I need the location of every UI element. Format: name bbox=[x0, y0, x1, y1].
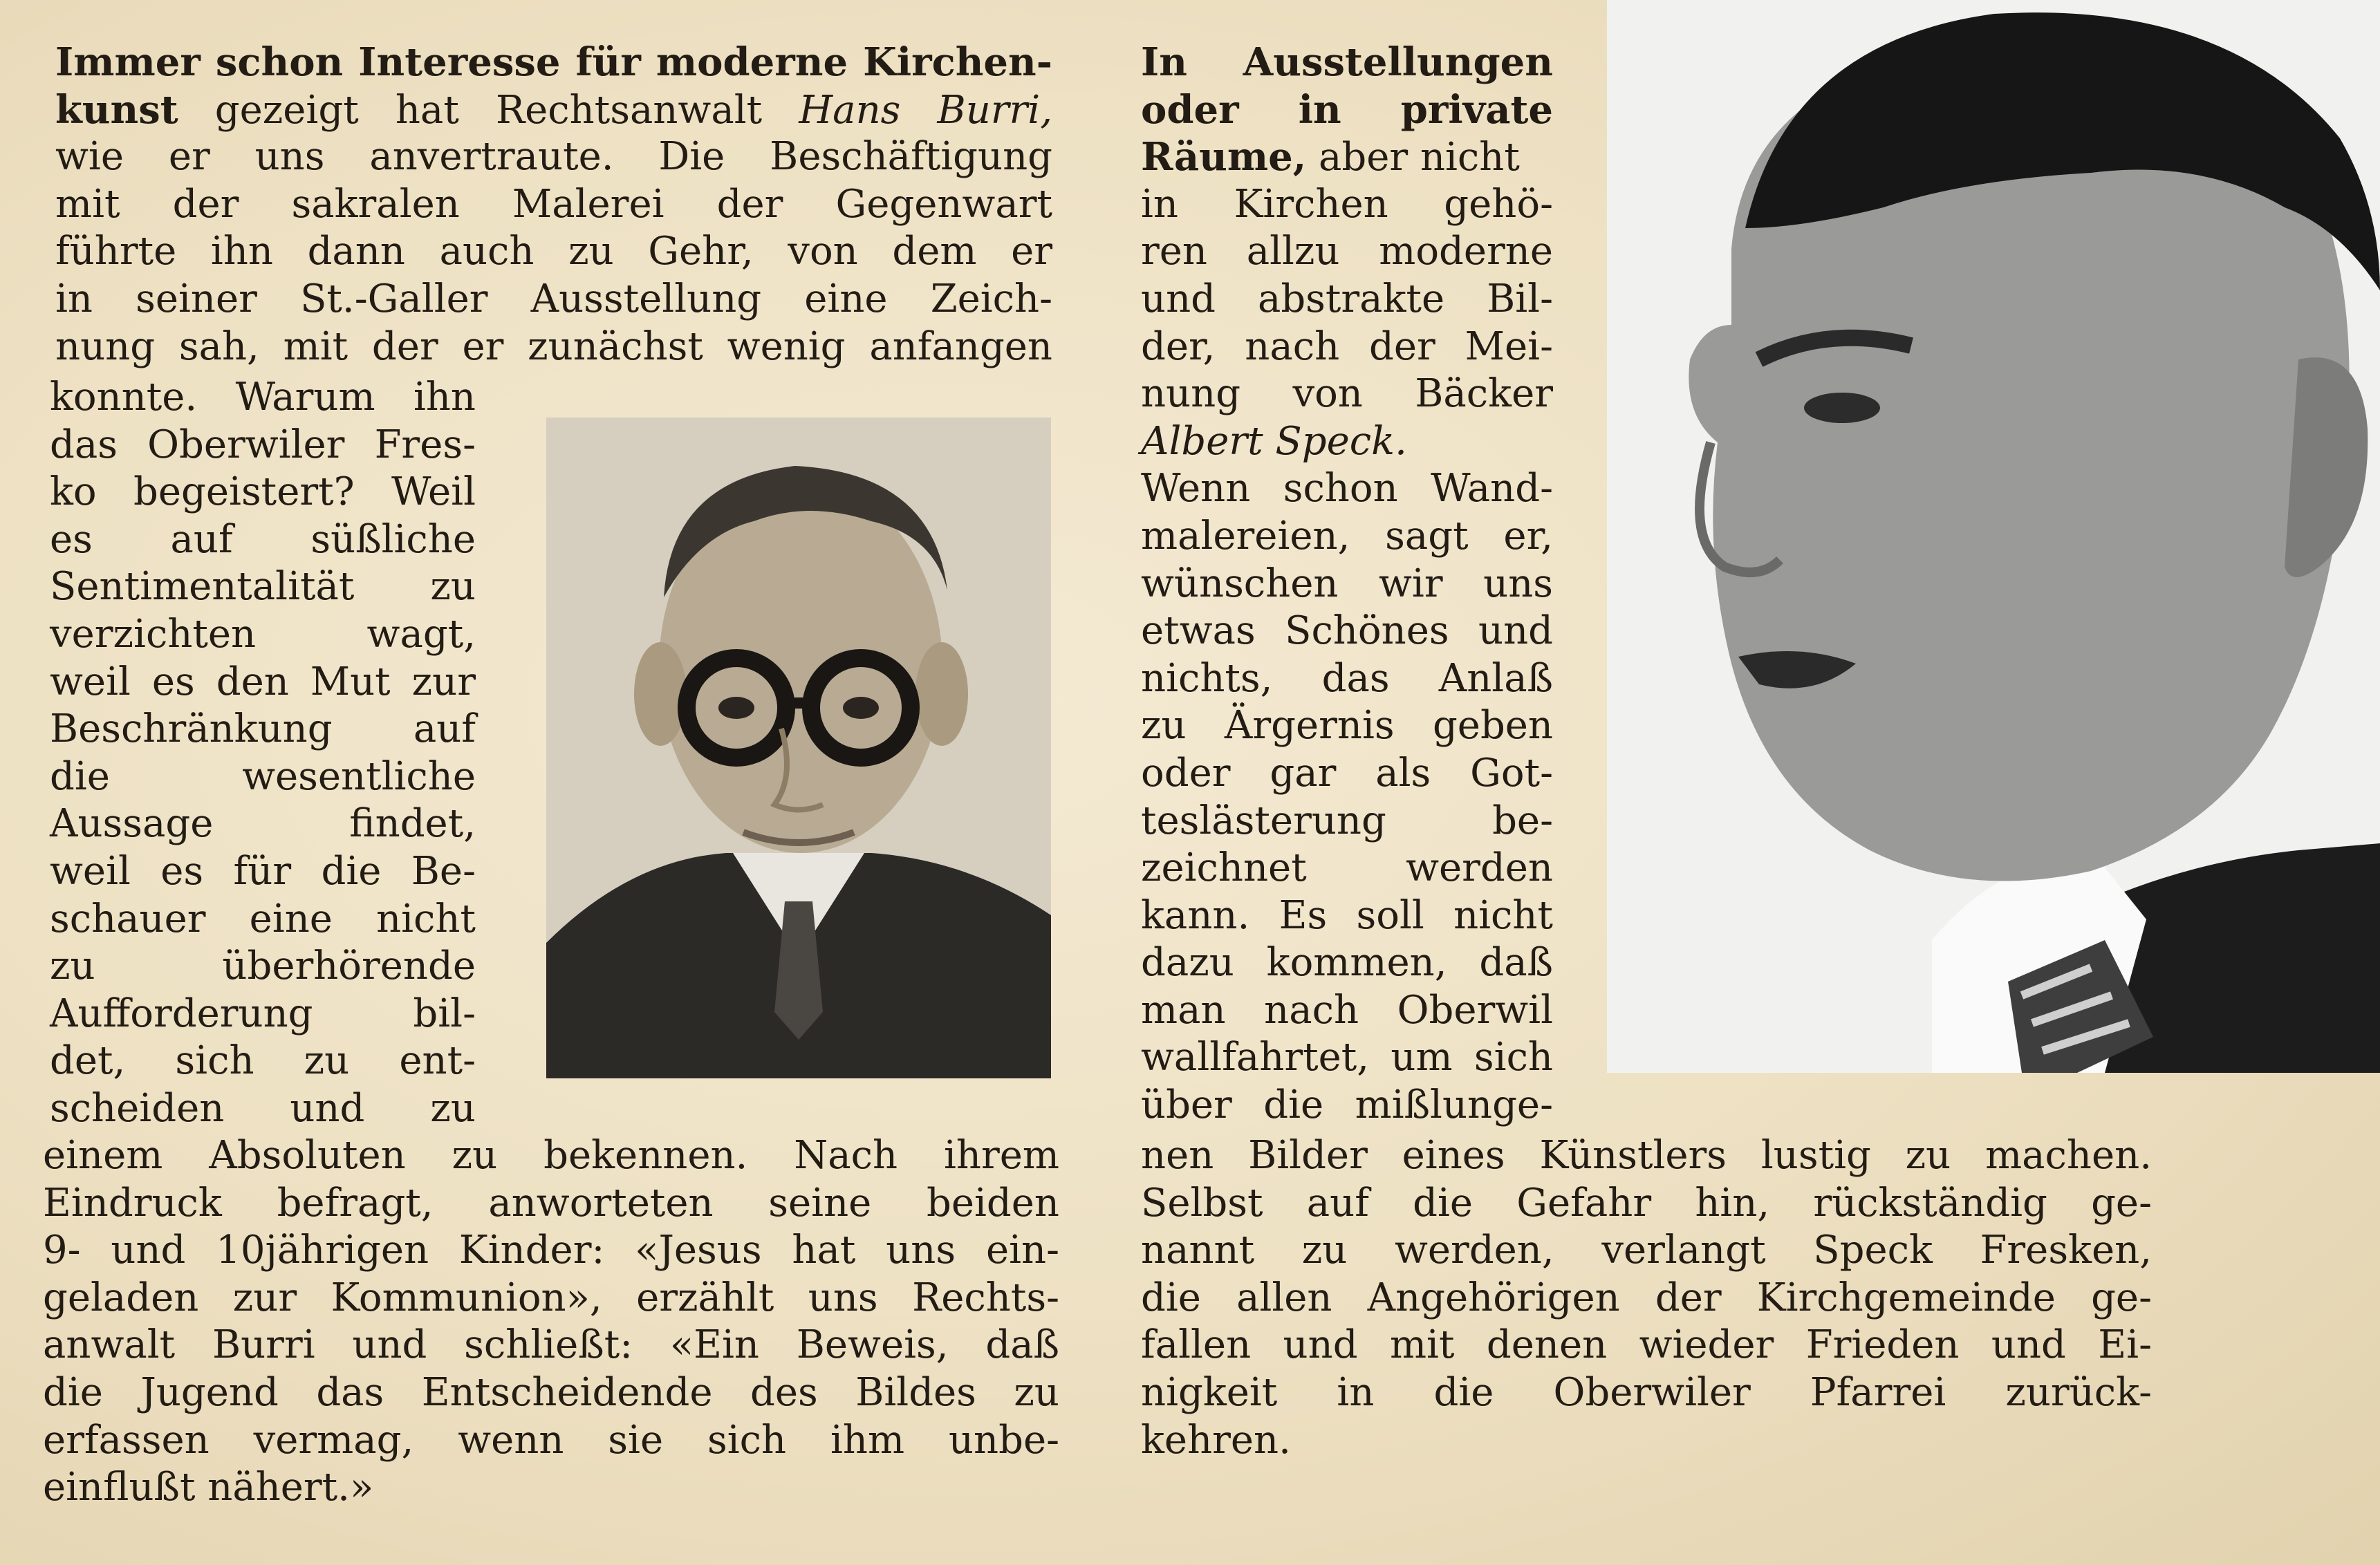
text-run: wallfahrtet, um sich bbox=[1141, 1035, 1553, 1080]
text-line bbox=[1141, 939, 1553, 987]
article-left-narrow-column bbox=[50, 374, 476, 1133]
text-line bbox=[55, 86, 1052, 134]
text-line: einem Absoluten zu bekennen. Nach ihrem bbox=[43, 1133, 1059, 1178]
text-line bbox=[1141, 892, 1553, 940]
text-run: aber nicht bbox=[1306, 135, 1520, 180]
text-run: über die mißlunge- bbox=[1141, 1083, 1553, 1128]
text-line bbox=[1141, 655, 1553, 703]
text-run: ren allzu moderne bbox=[1141, 229, 1553, 274]
text-line bbox=[1141, 133, 1553, 181]
text-run: Albert Speck. bbox=[1141, 418, 1407, 464]
article-left-bottom-block bbox=[43, 1132, 1059, 1512]
text-run: mit der sakralen Malerei der Gegenwart bbox=[55, 181, 1052, 227]
text-run: nichts, das Anlaß bbox=[1141, 655, 1553, 701]
text-run: gezeigt hat Rechtsanwalt bbox=[178, 87, 799, 133]
text-line bbox=[1141, 228, 1553, 276]
portrait-lawyer-illustration bbox=[546, 418, 1051, 1078]
text-line: einflußt nähert.» bbox=[43, 1465, 374, 1510]
text-run: führte ihn dann auch zu Gehr, von dem er bbox=[55, 229, 1052, 274]
text-line: Sentimentalität zu bbox=[50, 564, 476, 610]
text-run: etwas Schönes und bbox=[1141, 608, 1553, 654]
text-line: anwalt Burri und schließt: «Ein Beweis, daß bbox=[43, 1322, 1059, 1368]
text-line: fallen und mit denen wieder Frieden und Ei- bbox=[1141, 1322, 2152, 1368]
text-run: kunst bbox=[55, 86, 178, 133]
text-run: kann. Es soll nicht bbox=[1141, 892, 1553, 938]
text-line: das Oberwiler Fres- bbox=[50, 422, 476, 467]
article-intro-block bbox=[55, 39, 1052, 371]
text-line bbox=[1141, 798, 1553, 845]
text-run: In Ausstellungen bbox=[1141, 39, 1553, 85]
text-run: zu Ärgernis geben bbox=[1141, 703, 1553, 749]
text-line: verzichten wagt, bbox=[50, 611, 476, 657]
text-line bbox=[1141, 1034, 1553, 1082]
text-run: teslästerung be- bbox=[1141, 798, 1553, 843]
text-line bbox=[1141, 1082, 1553, 1130]
text-line: die wesentliche bbox=[50, 753, 476, 799]
text-line bbox=[1141, 987, 1553, 1035]
text-run: Immer schon Interesse für moderne Kirchen- bbox=[55, 39, 1052, 85]
text-line bbox=[1141, 371, 1553, 418]
text-line bbox=[55, 228, 1052, 276]
text-line: die Jugend das Entscheidende des Bildes zu bbox=[43, 1369, 1059, 1415]
text-run: in seiner St.-Galler Ausstellung eine Zeich- bbox=[55, 276, 1052, 321]
text-line: zu überhörende bbox=[50, 944, 476, 989]
text-run: nung sah, mit der er zunächst wenig anfangen bbox=[55, 324, 1052, 369]
text-line: es auf süßliche bbox=[50, 516, 476, 562]
text-line bbox=[1141, 86, 1553, 134]
text-run: Räume, bbox=[1141, 134, 1307, 180]
text-line: nannt zu werden, verlangt Speck Fresken, bbox=[1141, 1228, 2152, 1273]
text-run: und abstrakte Bil- bbox=[1141, 276, 1553, 321]
text-line: Aufforderung bil- bbox=[50, 991, 476, 1036]
article-right-narrow-column bbox=[1141, 39, 1553, 1130]
text-line: nen Bilder eines Künstlers lustig zu machen. bbox=[1141, 1133, 2152, 1178]
text-run: Wenn schon Wand- bbox=[1141, 466, 1553, 512]
text-line bbox=[1141, 561, 1553, 608]
text-line: Eindruck befragt, anworteten seine beiden bbox=[43, 1180, 1059, 1226]
text-run: in Kirchen gehö- bbox=[1141, 181, 1553, 227]
text-line: erfassen vermag, wenn sie sich ihm unbe- bbox=[43, 1417, 1059, 1463]
text-line: geladen zur Kommunion», erzählt uns Rechts- bbox=[43, 1275, 1059, 1320]
text-line bbox=[1141, 750, 1553, 798]
text-run: Hans Burri, bbox=[799, 87, 1053, 133]
text-line: Selbst auf die Gefahr hin, rückständig ge- bbox=[1141, 1180, 2152, 1226]
text-line bbox=[1141, 702, 1553, 750]
text-line: konnte. Warum ihn bbox=[50, 375, 476, 420]
text-line: det, sich zu ent- bbox=[50, 1038, 476, 1084]
text-run: wünschen wir uns bbox=[1141, 561, 1553, 606]
text-run: man nach Oberwil bbox=[1141, 987, 1553, 1033]
text-run: oder in private bbox=[1141, 86, 1553, 133]
portrait-photo-hans-burri bbox=[546, 418, 1051, 1078]
text-line bbox=[1141, 513, 1553, 561]
text-run: der, nach der Mei- bbox=[1141, 324, 1553, 369]
text-line bbox=[55, 324, 1052, 371]
text-line bbox=[1141, 276, 1553, 324]
text-line: ko begeistert? Weil bbox=[50, 469, 476, 515]
text-run: wie er uns anvertraute. Die Beschäftigung bbox=[55, 134, 1052, 180]
text-line bbox=[1141, 39, 1553, 86]
text-line bbox=[55, 181, 1052, 229]
text-line: weil es den Mut zur bbox=[50, 659, 476, 704]
article-right-bottom-block bbox=[1141, 1132, 2152, 1464]
portrait-photo-albert-speck bbox=[1607, 0, 2380, 1073]
text-line bbox=[1141, 418, 1553, 466]
text-run: dazu kommen, daß bbox=[1141, 940, 1553, 986]
text-line bbox=[1141, 845, 1553, 892]
text-line bbox=[1141, 608, 1553, 655]
text-run: zeichnet werden bbox=[1141, 845, 1553, 891]
text-line bbox=[55, 39, 1052, 86]
text-line bbox=[1141, 181, 1553, 229]
text-run: nung von Bäcker bbox=[1141, 371, 1553, 417]
text-line: die allen Angehörigen der Kirchgemeinde ge- bbox=[1141, 1275, 2152, 1320]
text-line bbox=[55, 276, 1052, 324]
text-line bbox=[1141, 324, 1553, 371]
text-line: schauer eine nicht bbox=[50, 896, 476, 941]
text-line: Aussage findet, bbox=[50, 801, 476, 847]
text-line: nigkeit in die Oberwiler Pfarrei zurück- bbox=[1141, 1369, 2152, 1415]
text-line bbox=[1141, 465, 1553, 513]
text-line: scheiden und zu bbox=[50, 1085, 476, 1131]
text-line: kehren. bbox=[1141, 1417, 1291, 1463]
text-run: malereien, sagt er, bbox=[1141, 513, 1553, 559]
portrait-baker-illustration bbox=[1607, 0, 2380, 1073]
text-line: Beschränkung auf bbox=[50, 706, 476, 752]
text-line: weil es für die Be- bbox=[50, 848, 476, 894]
text-run: oder gar als Got- bbox=[1141, 750, 1553, 796]
text-line: 9- und 10jährigen Kinder: «Jesus hat uns ein- bbox=[43, 1228, 1059, 1273]
text-line bbox=[55, 133, 1052, 181]
